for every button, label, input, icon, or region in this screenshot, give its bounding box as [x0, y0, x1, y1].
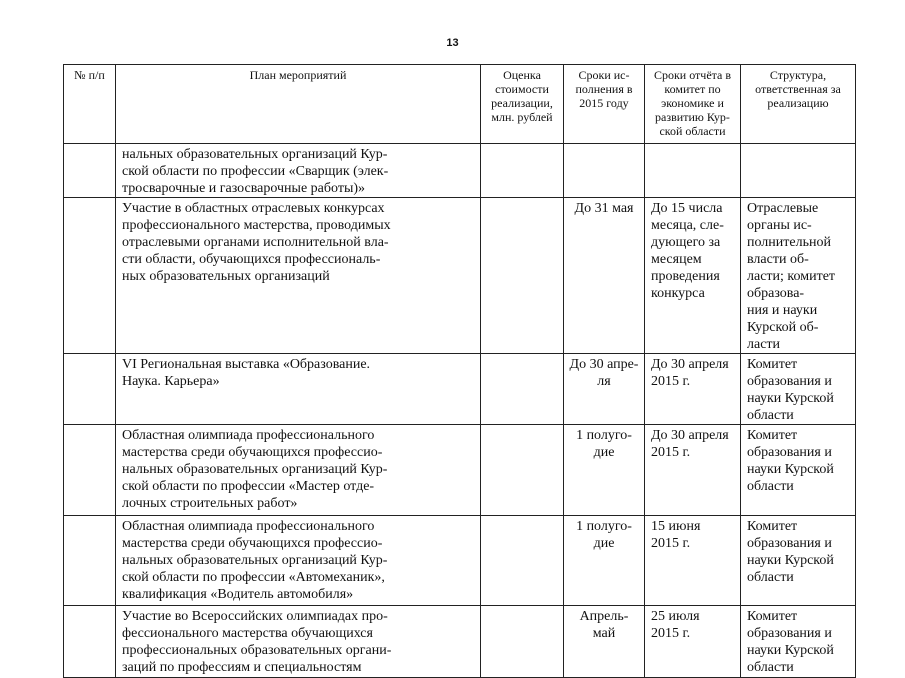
- responsible-cell: Комитет образования и науки Курской области: [741, 516, 856, 606]
- table-row: [64, 354, 856, 425]
- plan-cell: Участие во Всероссийских олимпиадах про- фессионального мастерства обучающихся профессиональных образовательных органи- заций по профессиям и специальностям: [116, 606, 481, 678]
- plan-cell: Областная олимпиада профессионального мастерства среди обучающихся профессио- нальных образовательных организаций Кур- ской области по профессии «Автомеханик», квалификация «Водитель автомобиля»: [116, 516, 481, 606]
- cost-cell: [481, 606, 564, 678]
- plan-cell: Участие в областных отраслевых конкурсах профессионального мастерства, проводимых отраслевыми органами исполнительной вла- сти области, обучающихся профессиональ- ных образовательных организаций: [116, 198, 481, 354]
- header-deadline: Сроки ис- полнения в 2015 году: [564, 65, 645, 144]
- row-number-cell: [64, 198, 116, 354]
- deadline-cell: [564, 144, 645, 198]
- plan-cell: VI Региональная выставка «Образование. Наука. Карьера»: [116, 354, 481, 425]
- row-number-cell: [64, 516, 116, 606]
- header-report-deadline: Сроки отчёта в комитет по экономике и развитию Кур- ской области: [645, 65, 741, 144]
- cost-cell: [481, 516, 564, 606]
- table-row: [64, 198, 856, 354]
- header-plan: План мероприятий: [116, 65, 481, 144]
- table-row: [64, 606, 856, 678]
- table-row: [64, 425, 856, 516]
- cost-cell: [481, 425, 564, 516]
- report-deadline-cell: 25 июля 2015 г.: [645, 606, 741, 678]
- plan-cell: нальных образовательных организаций Кур- ской области по профессии «Сварщик (элек- тросварочные и газосварочные работы)»: [116, 144, 481, 198]
- responsible-cell: Отраслевые органы ис- полнительной власти об- ласти; комитет образова- ния и науки Курской об- ласти: [741, 198, 856, 354]
- deadline-cell: До 30 апре- ля: [564, 354, 645, 425]
- row-number-cell: [64, 606, 116, 678]
- cost-cell: [481, 354, 564, 425]
- deadline-cell: 1 полуго- дие: [564, 425, 645, 516]
- table-header-row: [64, 65, 856, 144]
- header-cost: Оценка стоимости реализации, млн. рублей: [481, 65, 564, 144]
- page-number: 13: [446, 37, 459, 49]
- table-row: [64, 516, 856, 606]
- report-deadline-cell: [645, 144, 741, 198]
- header-number: № п/п: [64, 65, 116, 144]
- report-deadline-cell: 15 июня 2015 г.: [645, 516, 741, 606]
- action-plan-table: [63, 64, 856, 678]
- row-number-cell: [64, 354, 116, 425]
- responsible-cell: Комитет образования и науки Курской области: [741, 425, 856, 516]
- report-deadline-cell: До 30 апреля 2015 г.: [645, 354, 741, 425]
- responsible-cell: [741, 144, 856, 198]
- responsible-cell: Комитет образования и науки Курской области: [741, 354, 856, 425]
- report-deadline-cell: До 15 числа месяца, сле- дующего за месяцем проведения конкурса: [645, 198, 741, 354]
- plan-cell: Областная олимпиада профессионального мастерства среди обучающихся профессио- нальных образовательных организаций Кур- ской области по профессии «Мастер отде- лочных строительных работ»: [116, 425, 481, 516]
- cost-cell: [481, 144, 564, 198]
- row-number-cell: [64, 425, 116, 516]
- deadline-cell: 1 полуго- дие: [564, 516, 645, 606]
- report-deadline-cell: До 30 апреля 2015 г.: [645, 425, 741, 516]
- responsible-cell: Комитет образования и науки Курской области: [741, 606, 856, 678]
- table-row: [64, 144, 856, 198]
- row-number-cell: [64, 144, 116, 198]
- deadline-cell: До 31 мая: [564, 198, 645, 354]
- deadline-cell: Апрель- май: [564, 606, 645, 678]
- cost-cell: [481, 198, 564, 354]
- header-responsible: Структура, ответственная за реализацию: [741, 65, 856, 144]
